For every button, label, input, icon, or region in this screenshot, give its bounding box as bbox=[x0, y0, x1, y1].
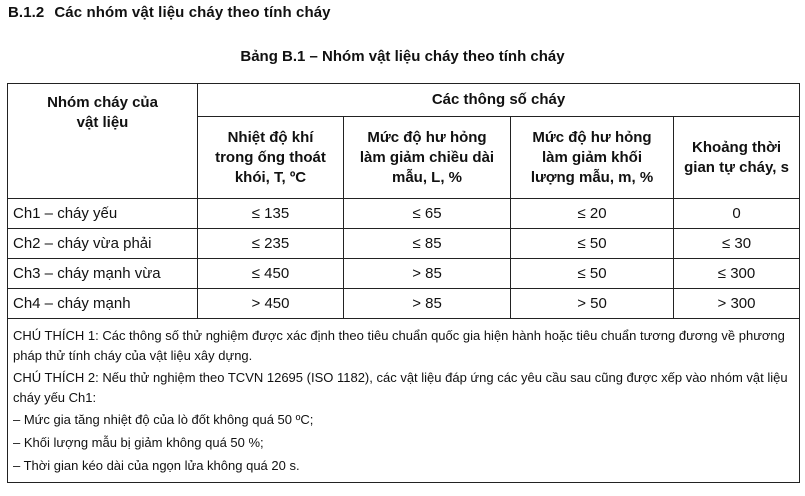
row-group-name: Ch4 – cháy mạnh bbox=[8, 289, 198, 319]
cell-self-burn-time: 0 bbox=[674, 199, 800, 229]
table-row bbox=[8, 289, 800, 319]
cell-mass-damage: ≤ 20 bbox=[511, 199, 674, 229]
header-self-burn-time: Khoảng thời gian tự cháy, s bbox=[674, 117, 800, 199]
table-container bbox=[7, 83, 800, 483]
row-group-name: Ch1 – cháy yếu bbox=[8, 199, 198, 229]
cell-mass-damage: > 50 bbox=[511, 289, 674, 319]
row-group-name: Ch2 – cháy vừa phải bbox=[8, 229, 198, 259]
header-gas-temperature: Nhiệt độ khí trong ống thoát khói, T, ºC bbox=[198, 117, 344, 199]
note-1: CHÚ THÍCH 1: Các thông số thử nghiệm được xác định theo tiêu chuẩn quốc gia hiện hành hoặc tiêu chuẩn tương đương về phương pháp thử tính cháy của vật liệu xây dựng. bbox=[13, 328, 785, 363]
table-row bbox=[8, 229, 800, 259]
table-row bbox=[8, 259, 800, 289]
note-2-item: – Khối lượng mẫu bị giảm không quá 50 %; bbox=[13, 434, 264, 450]
cell-gas-temperature: > 450 bbox=[198, 289, 344, 319]
header-material-group: Nhóm cháy của vật liệu bbox=[8, 84, 198, 199]
note-2: CHÚ THÍCH 2: Nếu thử nghiệm theo TCVN 12695 (ISO 1182), các vật liệu đáp ứng các yêu cầu sau cũng được xếp vào nhóm vật liệu cháy yếu Ch1: bbox=[13, 370, 788, 405]
cell-self-burn-time: ≤ 300 bbox=[674, 259, 800, 289]
table-caption: Bảng B.1 – Nhóm vật liệu cháy theo tính cháy bbox=[240, 48, 565, 65]
section-title: Các nhóm vật liệu cháy theo tính cháy bbox=[54, 4, 331, 21]
section-heading bbox=[8, 4, 331, 21]
section-number: B.1.2 bbox=[8, 4, 45, 21]
cell-self-burn-time: > 300 bbox=[674, 289, 800, 319]
cell-mass-damage: ≤ 50 bbox=[511, 259, 674, 289]
note-2-item: – Thời gian kéo dài của ngọn lửa không quá 20 s. bbox=[13, 457, 300, 473]
cell-length-damage: ≤ 85 bbox=[344, 229, 511, 259]
table-notes bbox=[8, 319, 800, 483]
header-mass-damage: Mức độ hư hỏng làm giảm khối lượng mẫu, m, % bbox=[511, 117, 674, 199]
note-2-item: – Mức gia tăng nhiệt độ của lò đốt không quá 50 ºC; bbox=[13, 412, 314, 428]
table-header-row bbox=[8, 84, 800, 117]
cell-length-damage: > 85 bbox=[344, 289, 511, 319]
row-group-name: Ch3 – cháy mạnh vừa bbox=[8, 259, 198, 289]
cell-gas-temperature: ≤ 450 bbox=[198, 259, 344, 289]
header-length-damage: Mức độ hư hỏng làm giảm chiều dài mẫu, L, % bbox=[344, 117, 511, 199]
header-fire-parameters: Các thông số cháy bbox=[198, 84, 800, 117]
notes-row bbox=[8, 319, 800, 483]
cell-gas-temperature: ≤ 135 bbox=[198, 199, 344, 229]
cell-length-damage: ≤ 65 bbox=[344, 199, 511, 229]
cell-mass-damage: ≤ 50 bbox=[511, 229, 674, 259]
cell-gas-temperature: ≤ 235 bbox=[198, 229, 344, 259]
cell-self-burn-time: ≤ 30 bbox=[674, 229, 800, 259]
cell-length-damage: > 85 bbox=[344, 259, 511, 289]
fire-group-table bbox=[7, 83, 800, 483]
table-row bbox=[8, 199, 800, 229]
